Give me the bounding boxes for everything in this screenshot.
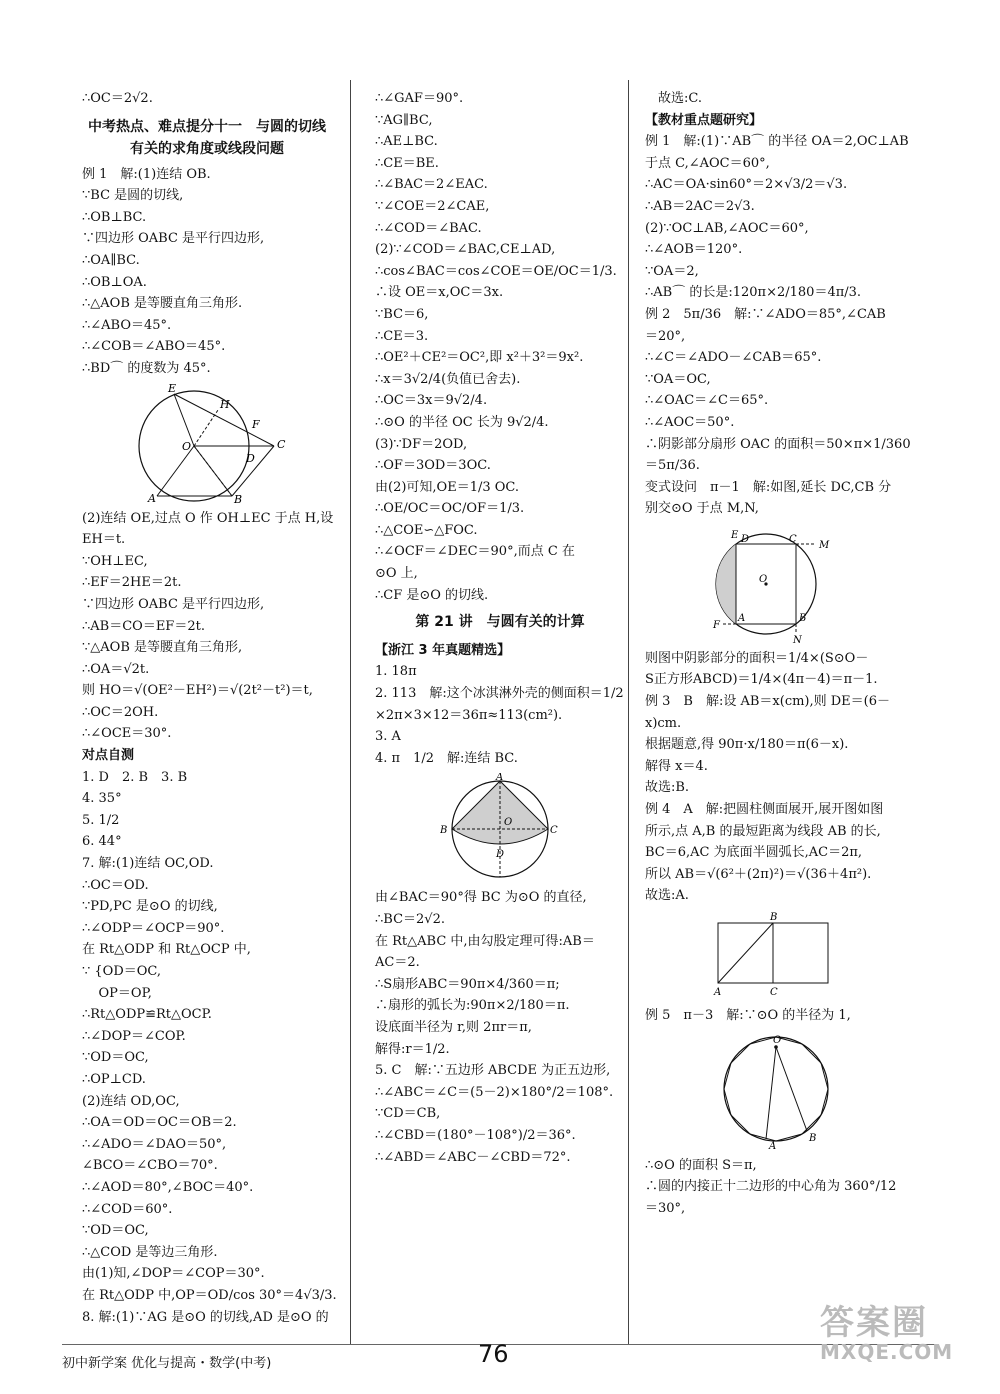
text-line: 设底面半径为 r,则 2πr＝π, xyxy=(375,1019,532,1035)
label-d: D xyxy=(496,849,505,861)
label-o: O xyxy=(773,1034,782,1046)
text-line: ∵四边形 OABC 是平行四边形, xyxy=(82,596,265,612)
text-line: ∴CE＝BE. xyxy=(375,155,439,171)
text-line: ∴阴影部分扇形 OAC 的面积＝50×π×1/360 xyxy=(645,436,911,452)
text-line: 4. 35° xyxy=(82,791,122,807)
text-line: ∴AB＝2AC＝2√3. xyxy=(645,198,755,214)
text-line: ∴△AOB 是等腰直角三角形. xyxy=(82,296,243,312)
heading-line-2: 有关的求角度或线段问题 xyxy=(130,140,284,157)
figure-circle-sector xyxy=(440,773,560,883)
section-zhejiang: 【浙江 3 年真题精选】 xyxy=(375,642,511,658)
label-b: B xyxy=(440,825,448,837)
text-line: 例 2 5π/36 解:∵∠ADO＝85°,∠CAB xyxy=(645,306,886,322)
text-line: ∴∠OAC＝∠C＝65°. xyxy=(645,393,769,409)
column-divider-1 xyxy=(350,80,351,1344)
text-line: OP＝OP, xyxy=(82,985,152,1001)
label-o: O xyxy=(759,573,768,585)
text-line: ∴OC＝OD. xyxy=(82,877,149,893)
text-line: EH＝t. xyxy=(82,532,126,548)
text-line: ∴∠COB＝∠ABO＝45°. xyxy=(82,339,226,355)
text-line: 5. 1/2 xyxy=(82,812,120,828)
text-line: ∴圆的内接正十二边形的中心角为 360°/12 xyxy=(645,1179,897,1195)
lesson-title: 第 21 讲 与圆有关的计算 xyxy=(415,614,585,631)
text-line: ∴∠OCF＝∠DEC＝90°,而点 C 在 xyxy=(375,544,575,560)
text-line: ∴⊙O 的半径 OC 长为 9√2/4. xyxy=(375,414,549,430)
watermark-logo xyxy=(820,1295,995,1385)
text-line: ∵∠COE＝2∠CAE, xyxy=(375,198,490,214)
label-a: A xyxy=(738,612,746,624)
column-divider-2 xyxy=(628,80,629,1344)
text-line: ∴△COE∽△FOC. xyxy=(375,522,478,538)
text-line: ∴OA＝√2t. xyxy=(82,661,150,677)
text-line: 7. 解:(1)连结 OC,OD. xyxy=(82,856,214,872)
text-line: ∴∠COD＝60°. xyxy=(82,1201,173,1217)
text-line: ∴OA＝OD＝OC＝OB＝2. xyxy=(82,1115,237,1131)
text-line: (2)连结 OD,OC, xyxy=(82,1093,180,1109)
page-number: 76 xyxy=(478,1340,509,1368)
text-line: ∴AB⌒ 的长是:120π×2/180＝4π/3. xyxy=(645,285,862,301)
label-c: C xyxy=(277,437,286,451)
label-o: O xyxy=(182,439,192,453)
text-line: (2)∵OC⊥AB,∠AOC＝60°, xyxy=(645,220,809,236)
label-a: A xyxy=(714,987,722,998)
figure-circle-square xyxy=(711,524,841,644)
text-line: ⊙O 上, xyxy=(375,566,418,582)
text-line: ∴∠AOB＝120°. xyxy=(645,242,743,258)
text-line: ∴扇形的弧长为:90π×2/180＝π. xyxy=(375,998,570,1014)
text-line: ∴∠BAC＝2∠EAC. xyxy=(375,177,488,193)
text-line: 故选:C. xyxy=(645,91,702,106)
label-f: F xyxy=(713,619,720,631)
label-e: E xyxy=(168,383,177,395)
text-line: ∴OC＝3x＝9√2/4. xyxy=(375,393,488,409)
label-f: F xyxy=(252,417,260,431)
text-line: AC＝2. xyxy=(375,955,420,971)
text-line: ∵BC 是圆的切线, xyxy=(82,188,184,204)
text-line: ∴∠ABO＝45°. xyxy=(82,317,172,333)
footer-book-title: 初中新学案 优化与提高・数学(中考) xyxy=(62,1356,272,1371)
text-line: ∴Rt△ODP≌Rt△OCP. xyxy=(82,1007,212,1023)
figure-cylinder-unfold xyxy=(706,911,846,1001)
text-line: 2. 113 解:这个冰淇淋外壳的侧面积＝1/2 xyxy=(375,686,624,702)
text-line: 例 4 A 解:把圆柱侧面展开,展开图如图 xyxy=(645,802,884,818)
text-line: ∴∠ODP＝∠OCP＝90°. xyxy=(82,920,225,936)
label-d: D xyxy=(741,533,750,545)
text-line: 由(1)知,∠DOP＝∠COP＝30°. xyxy=(82,1266,265,1282)
text-line: 3. A xyxy=(375,729,401,745)
label-e: E xyxy=(731,529,739,541)
text-line: ∴CE＝3. xyxy=(375,328,429,344)
label-b: B xyxy=(234,492,243,504)
figure-dodecagon xyxy=(711,1031,841,1151)
column-3 xyxy=(645,88,911,1219)
text-line: ∴EF＝2HE＝2t. xyxy=(82,575,182,591)
label-c: C xyxy=(770,987,778,998)
text-line: ∴OE²＋CE²＝OC²,即 x²＋3²＝9x². xyxy=(375,350,584,366)
section-self-test: 对点自测 xyxy=(82,748,135,764)
text-line: ∴∠C＝∠ADO－∠CAB＝65°. xyxy=(645,350,822,366)
text-line: ∠BCO＝∠CBO＝70°. xyxy=(82,1158,218,1174)
column-2 xyxy=(375,88,625,1168)
text-line: 根据题意,得 90π·x/180＝π(6－x). xyxy=(645,737,849,753)
text-line: ∴OE/OC＝OC/OF＝1/3. xyxy=(375,501,525,517)
text-line: ∴⊙O 的面积 S＝π, xyxy=(645,1157,757,1173)
label-b: B xyxy=(770,912,778,923)
text-line: 故选:B. xyxy=(645,780,690,796)
text-line: 在 Rt△ODP 中,OP＝OD/cos 30°＝4√3/3. xyxy=(82,1287,337,1303)
text-line: ∴cos∠BAC＝cos∠COE＝OE/OC＝1/3. xyxy=(375,263,617,279)
text-line: (2)连结 OE,过点 O 作 OH⊥EC 于点 H,设 xyxy=(82,510,334,526)
text-line: 例 1 解:(1)连结 OB. xyxy=(82,166,211,182)
text-line: ∵PD,PC 是⊙O 的切线, xyxy=(82,899,218,915)
text-line: ∴AB＝CO＝EF＝2t. xyxy=(82,618,205,634)
text-line: BC＝6,AC 为底面半圆弧长,AC＝2π, xyxy=(645,845,863,861)
text-line: S正方形ABCD)＝1/4×(4π－4)＝π－1. xyxy=(645,672,878,688)
text-line: ∴∠ABD＝∠ABC－∠CBD＝72°. xyxy=(375,1149,571,1165)
text-line: ∵四边形 OABC 是平行四边形, xyxy=(82,231,265,247)
label-o: O xyxy=(504,817,513,829)
text-line: ∵ {OD＝OC, xyxy=(82,964,162,979)
text-line: 在 Rt△ODP 和 Rt△OCP 中, xyxy=(82,942,251,958)
text-line: (2)∵∠COD＝∠BAC,CE⊥AD, xyxy=(375,242,556,258)
text-line: 例 5 π－3 解:∵⊙O 的半径为 1, xyxy=(645,1008,851,1023)
text-line: ∴OF＝3OD＝3OC. xyxy=(375,458,491,474)
text-line: 解得 x＝4. xyxy=(645,758,708,774)
text-line: ∴OB⊥OA. xyxy=(82,274,147,290)
text-line: ∴OA∥BC. xyxy=(82,252,140,268)
text-line: ∴CF 是⊙O 的切线. xyxy=(375,587,489,603)
label-c: C xyxy=(550,825,558,837)
watermark-top: 答案圈 xyxy=(820,1303,928,1343)
label-b: B xyxy=(809,1132,817,1144)
watermark-bottom: MXQE.COM xyxy=(820,1340,954,1364)
text-line: 所示,点 A,B 的最短距离为线段 AB 的长, xyxy=(645,823,881,839)
text-line: ∴∠AOD＝80°,∠BOC＝40°. xyxy=(82,1179,254,1195)
text-line: ∵OH⊥EC, xyxy=(82,553,148,569)
label-a: A xyxy=(496,773,504,784)
text-line: ∵AG∥BC, xyxy=(375,112,433,128)
text-line: 别交⊙O 于点 M,N, xyxy=(645,501,759,517)
text-line: 则 HO＝√(OE²－EH²)＝√(2t²－t²)＝t, xyxy=(82,683,313,699)
text-line: 8. 解:(1)∵AG 是⊙O 的切线,AD 是⊙O 的 xyxy=(82,1309,329,1325)
text-line: ∴设 OE＝x,OC＝3x. xyxy=(375,285,504,301)
topic-heading xyxy=(82,116,332,160)
text-line: ∴∠CBD＝(180°－108°)/2＝36°. xyxy=(375,1127,576,1143)
text-line: ∴△COD 是等边三角形. xyxy=(82,1244,218,1260)
label-a: A xyxy=(148,491,156,504)
heading-line-1: 中考热点、难点提分十一 与圆的切线 xyxy=(88,118,326,135)
label-d: D xyxy=(246,451,255,465)
text-line: 由∠BAC＝90°得 BC 为⊙O 的直径, xyxy=(375,890,587,906)
text-line: ∴∠OCE＝30°. xyxy=(82,726,172,742)
text-line: ×2π×3×12＝36π≈113(cm²). xyxy=(375,707,563,723)
text-line: 5. C 解:∵五边形 ABCDE 为正五边形, xyxy=(375,1063,611,1079)
text-line: ∵OD＝OC, xyxy=(82,1050,149,1066)
label-b: B xyxy=(799,612,807,624)
text-line: 1. 18π xyxy=(375,664,417,680)
text-line: 例 3 B 解:设 AB＝x(cm),则 DE＝(6－ xyxy=(645,694,891,710)
text-line: 在 Rt△ABC 中,由勾股定理可得:AB＝ xyxy=(375,933,595,949)
text-line: 4. π 1/2 解:连结 BC. xyxy=(375,750,518,766)
text-line: ∴OC＝2OH. xyxy=(82,704,159,720)
text-line: ∵BC＝6, xyxy=(375,306,429,322)
text-line: ∵OD＝OC, xyxy=(82,1223,149,1239)
text-line: ∵OA＝2, xyxy=(645,263,699,279)
text-line: 变式设问 π－1 解:如图,延长 DC,CB 分 xyxy=(645,479,892,495)
text-line: ∵OA＝OC, xyxy=(645,371,711,387)
text-line: ＝5π/36. xyxy=(645,458,700,474)
text-line: 1. D 2. B 3. B xyxy=(82,769,188,785)
text-line: 则图中阴影部分的面积＝1/4×(S⊙O－ xyxy=(645,650,869,666)
text-line: x)cm. xyxy=(645,715,682,731)
text-line: ∴BC＝2√2. xyxy=(375,912,445,927)
text-line: ∴BD⌒ 的度数为 45°. xyxy=(82,360,211,376)
text-line: ＝30°, xyxy=(645,1200,686,1216)
text-line: ∴∠DOP＝∠COP. xyxy=(82,1028,186,1044)
figure-circle-parallelogram xyxy=(122,384,292,504)
text-line: ∴OP⊥CD. xyxy=(82,1071,146,1087)
text-line: ∴S扇形ABC＝90π×4/360＝π; xyxy=(375,976,560,992)
label-n: N xyxy=(793,634,802,644)
text-line: 6. 44° xyxy=(82,834,122,850)
text-line: ∴AE⊥BC. xyxy=(375,134,438,150)
label-h: H xyxy=(220,397,230,411)
text-line: ∴∠GAF＝90°. xyxy=(375,91,464,106)
text-line: ∴∠ADO＝∠DAO＝50°, xyxy=(82,1136,227,1152)
label-c: C xyxy=(789,533,797,545)
text-line: ＝20°, xyxy=(645,328,686,344)
text-line: (3)∵DF＝2OD, xyxy=(375,436,468,452)
text-line: ∵CD＝CB, xyxy=(375,1106,441,1122)
text-line: ∴x＝3√2/4(负值已舍去). xyxy=(375,371,521,387)
text-line: 例 1 解:(1)∵AB⌒ 的半径 OA＝2,OC⊥AB xyxy=(645,134,909,150)
text-line: ∴∠ABC＝∠C＝(5－2)×180°/2＝108°. xyxy=(375,1084,614,1100)
text-line: 由(2)可知,OE＝1/3 OC. xyxy=(375,479,520,495)
label-a: A xyxy=(769,1140,777,1151)
text-line: 于点 C,∠AOC＝60°, xyxy=(645,155,770,171)
text-line: 故选:A. xyxy=(645,888,689,904)
section-textbook: 【教材重点题研究】 xyxy=(645,112,763,128)
text-line: ∵△AOB 是等腰直角三角形, xyxy=(82,640,243,656)
text-line: ∴AC＝OA·sin60°＝2×√3/2＝√3. xyxy=(645,177,848,193)
column-1 xyxy=(82,88,337,1328)
text-line: ∴∠AOC＝50°. xyxy=(645,414,735,430)
text-line: 所以 AB＝√(6²＋(2π)²)＝√(36＋4π²). xyxy=(645,866,872,882)
text-line: 解得:r＝1/2. xyxy=(375,1041,450,1057)
label-m: M xyxy=(819,539,830,551)
text-line: ∴OB⊥BC. xyxy=(82,209,147,225)
text-line: ∴∠COD＝∠BAC. xyxy=(375,220,482,236)
text-line: ∴OC＝2√2. xyxy=(82,91,153,106)
